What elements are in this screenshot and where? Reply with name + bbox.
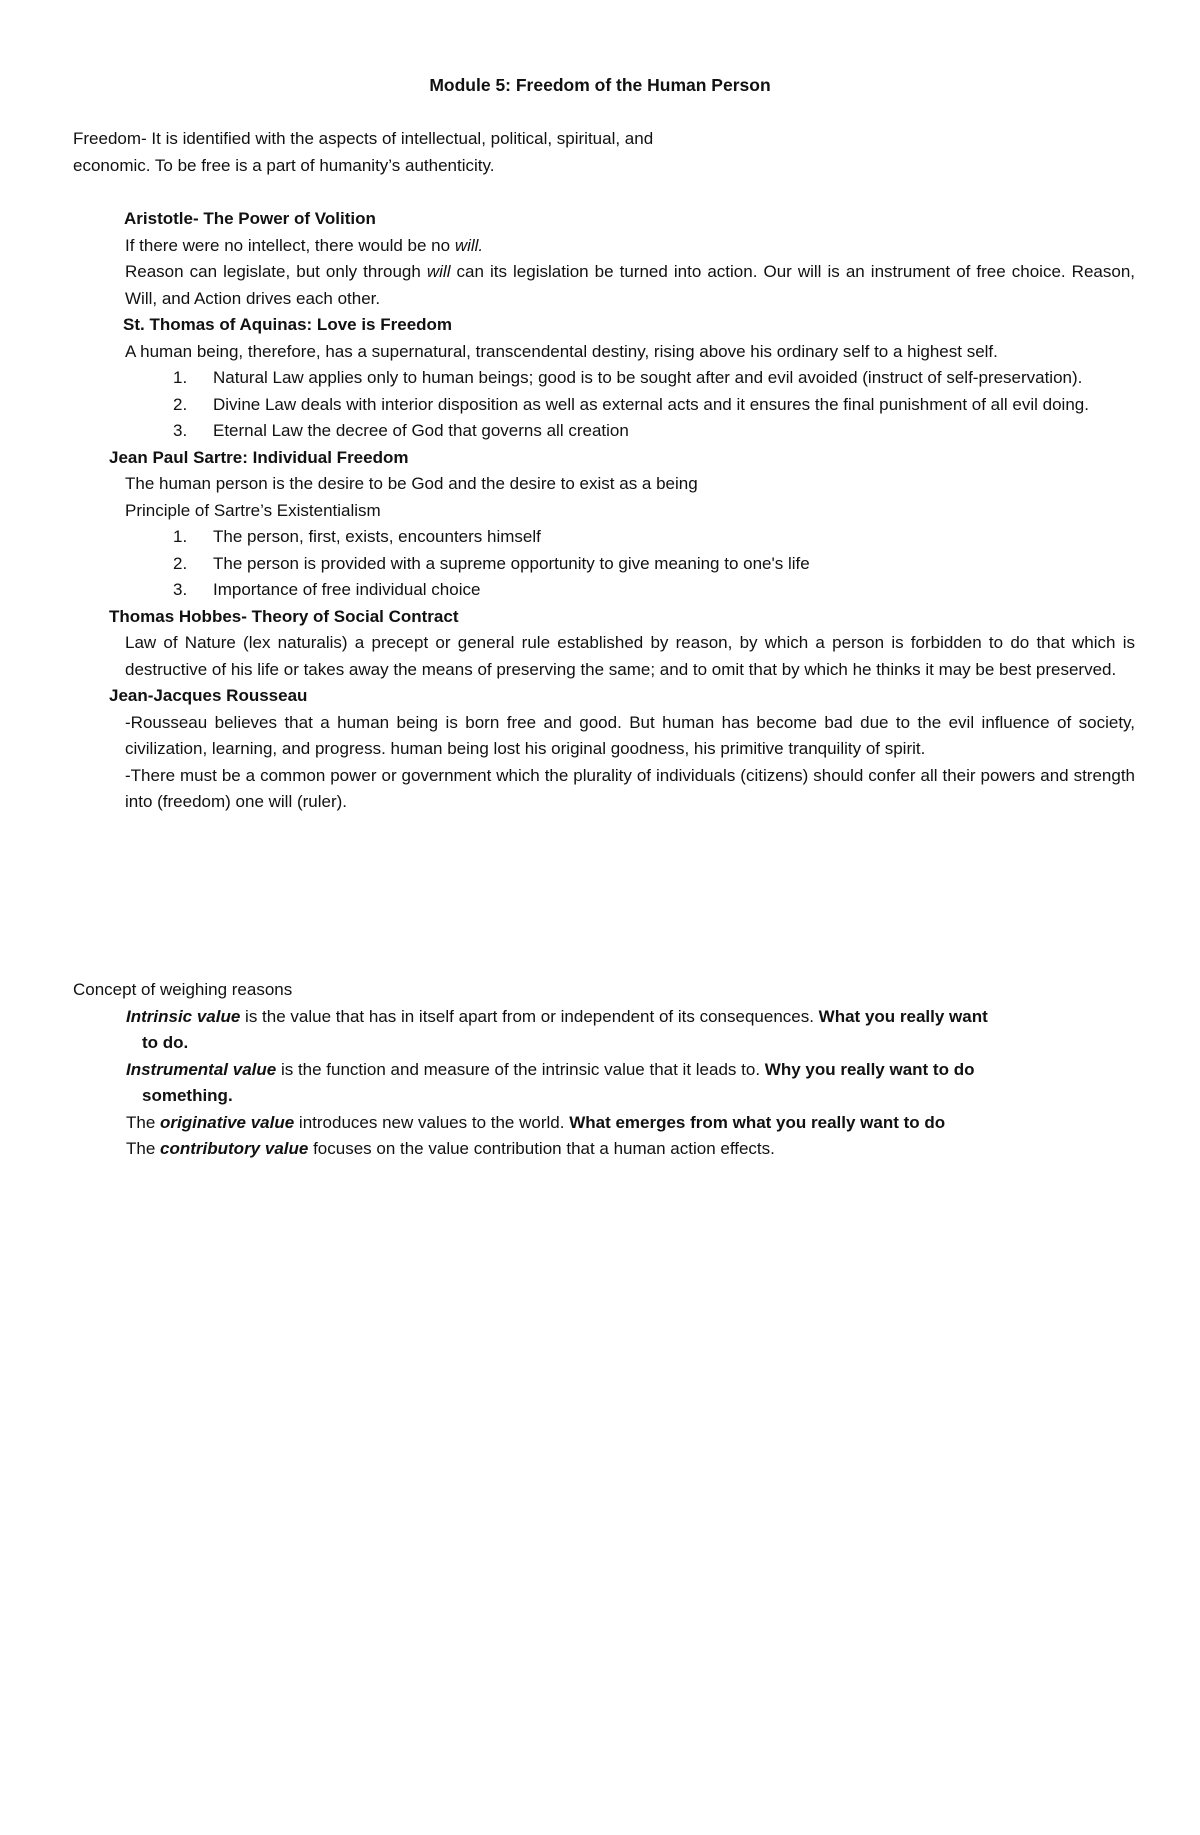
aquinas-heading: St. Thomas of Aquinas: Love is Freedom — [123, 315, 453, 334]
aristotle-heading: Aristotle- The Power of Volition — [124, 209, 376, 228]
list-item — [125, 524, 1135, 551]
list-number: 1. — [173, 527, 188, 546]
list-number: 1. — [173, 368, 188, 387]
aristotle-line — [125, 233, 1135, 260]
text-run: is the function and measure of the intrinsic value that it leads to. — [276, 1059, 765, 1079]
intro-line: economic. To be free is a part of humanity’s authenticity. — [73, 155, 495, 175]
term: Instrumental value — [126, 1059, 277, 1079]
list-text: Divine Law deals with interior disposition as well as external acts and it ensures the final punishment of all evil doing. — [213, 394, 1089, 414]
list-text: The person, first, exists, encounters himself — [213, 527, 541, 546]
text-run: The — [126, 1112, 161, 1132]
hobbes-paragraph: Law of Nature (lex naturalis) a precept or general rule established by reason, by which a person is forbidden to do that which is destructive of his life or takes away the means of preserving the same; and to omit that by which he thinks it may be best preserved. — [125, 633, 1135, 679]
list-text: The person is provided with a supreme opportunity to give meaning to one's life — [213, 553, 810, 573]
list-item — [125, 365, 1135, 392]
text-run: introduces new values to the world. — [294, 1112, 570, 1132]
text-run: Reason can legislate, but only through — [125, 262, 427, 281]
weighing-reasons-section — [73, 977, 1143, 1163]
bold-run: Why you really want to do — [764, 1059, 975, 1079]
list-number: 2. — [173, 394, 188, 414]
list-number: 2. — [173, 553, 188, 573]
value-list — [126, 1004, 1143, 1163]
hobbes-heading: Thomas Hobbes- Theory of Social Contract — [109, 606, 459, 626]
text-run: can its legislation be turned into action. Our will is an instrument of free choice. Reason, Will, and Action drives each other. — [125, 262, 1135, 308]
text-run: focuses on the value contribution that a human action effects. — [308, 1139, 775, 1158]
italic-run: will — [426, 262, 451, 281]
intro-line: Freedom- It is identified with the aspects of intellectual, political, spiritual, and — [73, 129, 654, 148]
weighing-heading: Concept of weighing reasons — [73, 980, 293, 999]
list-text: Natural Law applies only to human beings; good is to be sought after and evil avoided (instruct of self-preservation). — [213, 368, 1083, 387]
intrinsic-value-cont: to do. — [142, 1033, 189, 1052]
list-number: 3. — [173, 580, 188, 599]
intro-paragraph — [73, 126, 773, 179]
rousseau-paragraph: -Rousseau believes that a human being is born free and good. But human has become bad due to the evil influence of society, civilization, learning, and progress. human being lost his original goodness, his primitive tranquility of spirit. — [125, 712, 1135, 758]
sartre-line: The human person is the desire to be God and the desire to exist as a being — [125, 474, 698, 493]
contributory-value-item — [126, 1136, 1143, 1163]
term: Intrinsic value — [126, 1006, 241, 1026]
list-text: Importance of free individual choice — [213, 580, 481, 599]
intrinsic-value-item — [126, 1004, 1143, 1031]
list-item — [125, 551, 1135, 578]
list-item — [125, 418, 1135, 445]
term: contributory value — [160, 1139, 309, 1158]
list-number: 3. — [173, 421, 188, 440]
page-title: Module 5: Freedom of the Human Person — [429, 75, 771, 95]
rousseau-paragraph: -There must be a common power or government which the plurality of individuals (citizens) should confer all their powers and strength into (freedom) one will (ruler). — [125, 765, 1135, 811]
term: originative value — [160, 1112, 295, 1132]
bold-run: What emerges from what you really want to do — [569, 1112, 946, 1132]
list-text: Eternal Law the decree of God that governs all creation — [213, 421, 629, 440]
sartre-heading: Jean Paul Sartre: Individual Freedom — [109, 447, 409, 467]
text-run: If there were no intellect, there would be no — [125, 235, 455, 255]
rousseau-heading: Jean-Jacques Rousseau — [109, 686, 308, 705]
aquinas-paragraph: A human being, therefore, has a supernatural, transcendental destiny, rising above his ordinary self to a highest self. — [125, 341, 998, 361]
bold-run: What you really want — [818, 1006, 988, 1026]
list-item — [125, 392, 1135, 419]
instrumental-value-item — [126, 1057, 1143, 1084]
aquinas-list — [125, 365, 1135, 445]
sartre-list — [125, 524, 1135, 604]
sartre-line: Principle of Sartre’s Existentialism — [125, 500, 381, 520]
aristotle-paragraph — [125, 259, 1135, 312]
text-run: is the value that has in itself apart from or independent of its consequences. — [240, 1006, 819, 1026]
originative-value-item — [126, 1110, 1143, 1137]
list-item — [125, 577, 1135, 604]
italic-run: will. — [454, 235, 484, 255]
text-run: The — [126, 1139, 161, 1158]
philosophers-section — [109, 206, 1135, 816]
instrumental-value-cont: something. — [142, 1086, 233, 1105]
